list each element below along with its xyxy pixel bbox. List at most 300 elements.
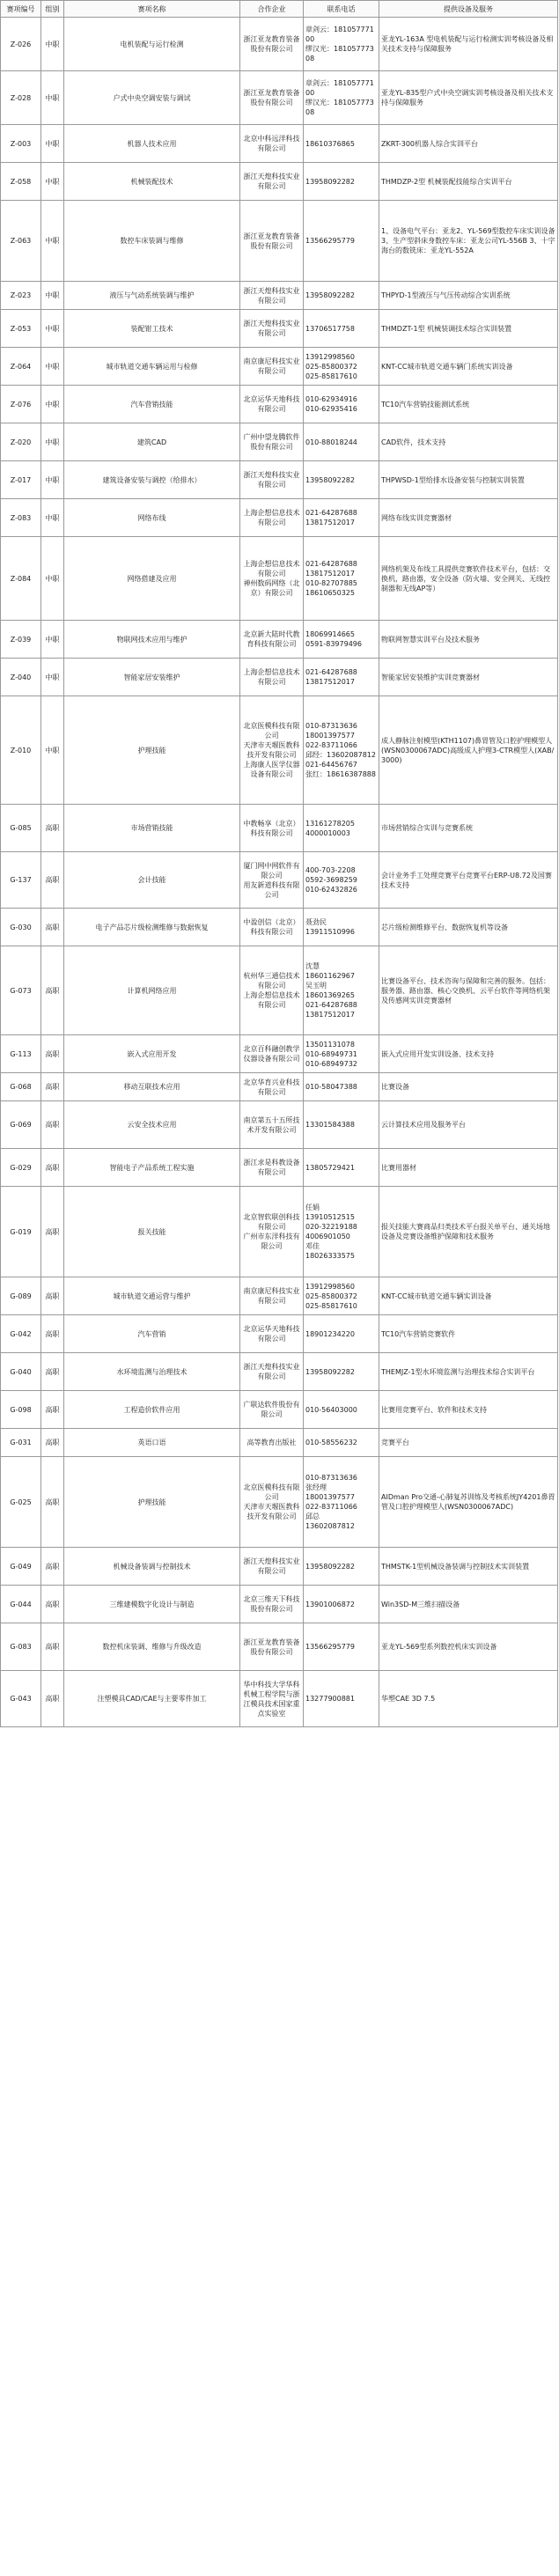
cell-company: [240, 1073, 304, 1101]
cell-id-line: G-069: [10, 1121, 32, 1129]
cell-services-line: THMDZT-1型 机械装调技术综合实训装置: [381, 324, 512, 333]
cell-name: [64, 348, 240, 386]
cell-services-line: THPYD-1型液压与气压传动综合实训系统: [381, 291, 511, 299]
cell-id: [1, 1073, 41, 1101]
cell-company-line: 用友新道科技有限公司: [243, 880, 300, 899]
cell-group: [41, 1429, 64, 1457]
cell-phone-line: 18610376865: [305, 139, 355, 148]
table-row: [1, 696, 558, 805]
cell-company-line: 浙江亚龙教育装备股份有限公司: [243, 232, 300, 250]
cell-company-line: 浙江亚龙教育装备股份有限公司: [243, 1638, 300, 1656]
cell-group: [41, 1353, 64, 1391]
cell-name-line: 注塑模具CAD/CAE与主要零件加工: [97, 1695, 207, 1703]
cell-group-line: 高职: [45, 1643, 60, 1651]
cell-company: [240, 1586, 304, 1623]
cell-group-line: 中职: [45, 746, 60, 754]
cell-phone: [304, 1548, 379, 1586]
cell-company-line: 浙江求是科教设备有限公司: [243, 1159, 300, 1176]
cell-name-line: 护理技能: [137, 1498, 166, 1506]
cell-phone: [304, 1187, 379, 1277]
cell-services: [379, 386, 558, 423]
cell-name: [64, 163, 240, 201]
cell-name-line: 机械设备装调与控制技术: [113, 1562, 191, 1571]
cell-id: [1, 1353, 41, 1391]
cell-phone-line: 010-62934916: [305, 395, 357, 403]
cell-name: [64, 125, 240, 163]
cell-company-line: 广州市东洋科技有限公司: [243, 1233, 300, 1250]
cell-company-line: 浙江天煌科技实业有限公司: [243, 173, 300, 190]
table-row: [1, 909, 558, 946]
cell-phone: [304, 1391, 379, 1429]
cell-company-line: 天津市天堰医教科技开发有限公司: [243, 741, 300, 759]
cell-id: [1, 1429, 41, 1457]
cell-phone-line: 13911510996: [305, 928, 355, 936]
cell-name-line: 液压与气动系统装调与维护: [109, 291, 195, 299]
cell-company-line: 上海企想信息技术有限公司: [243, 560, 300, 578]
cell-company: [240, 1429, 304, 1457]
cell-company: [240, 1315, 304, 1353]
cell-phone: [304, 163, 379, 201]
cell-group-line: 中职: [45, 673, 60, 681]
cell-phone-line: 0591-83979496: [305, 640, 362, 648]
cell-company: [240, 1623, 304, 1671]
cell-name: [64, 621, 240, 659]
cell-services-line: 亚龙YL-163A 型电机装配与运行检测实训考核设备及相关技术支持与保障服务: [381, 35, 554, 53]
cell-name-line: 机械装配技术: [130, 177, 173, 186]
cell-phone-line: 020-32219188: [305, 1223, 357, 1231]
cell-id-line: G-042: [10, 1329, 32, 1338]
cell-phone-line: 4006901050: [305, 1233, 350, 1240]
cell-company-line: 浙江天煌科技实业有限公司: [243, 320, 300, 337]
cell-services-line: 比赛设备: [381, 1083, 409, 1091]
cell-group-line: 中职: [45, 237, 60, 245]
cell-company: [240, 310, 304, 348]
cell-group-line: 高职: [45, 1695, 60, 1703]
cell-phone-line: 025-85800372: [305, 1292, 357, 1300]
cell-id-line: G-049: [10, 1562, 32, 1571]
table-row: [1, 18, 558, 71]
cell-services-line: 智能家居安装维护实训竞赛器材: [381, 673, 480, 681]
cell-phone-line: 邱经：13602087812: [305, 751, 376, 759]
cell-group-line: 中职: [45, 400, 60, 408]
cell-phone: [304, 1277, 379, 1315]
cell-id-line: Z-023: [10, 291, 32, 299]
cell-company-line: 北京医模科技有限公司: [243, 1483, 300, 1501]
cell-id: [1, 621, 41, 659]
cell-company: [240, 348, 304, 386]
cell-phone: [304, 282, 379, 310]
cell-company-line: 浙江天煌科技实业有限公司: [243, 471, 300, 489]
cell-group-line: 中职: [45, 177, 60, 186]
cell-phone-line: 13958092282: [305, 291, 355, 299]
cell-phone: [304, 1429, 379, 1457]
cell-group-line: 高职: [45, 1227, 60, 1236]
cell-company-line: 高等教育出版社: [246, 1439, 297, 1446]
cell-id-line: G-030: [10, 923, 32, 931]
cell-name: [64, 1548, 240, 1586]
cell-services-line: TC10汽车营销竞赛软件: [381, 1329, 456, 1338]
cell-company-line: 上海康人医学仪器设备有限公司: [243, 761, 300, 778]
table-row: [1, 125, 558, 163]
cell-id-line: Z-017: [10, 475, 32, 484]
cell-services: [379, 946, 558, 1035]
cell-phone-line: 021-64287688: [305, 509, 357, 517]
cell-services: [379, 696, 558, 805]
cell-phone-line: 18026333575: [305, 1252, 355, 1260]
cell-company-line: 天津市天堰医教科技开发有限公司: [243, 1503, 300, 1520]
cell-group-line: 中职: [45, 362, 60, 371]
cell-id: [1, 1391, 41, 1429]
cell-services-line: 比赛设备平台、技术咨询与保障和完善的服务。包括：服务器、路由器、核心交换机、云平台软件等网络机架及传感网实训竞赛器材: [381, 976, 550, 1005]
cell-phone-line: 13910512515: [305, 1213, 355, 1221]
cell-name-line: 汽车营销: [137, 1329, 166, 1338]
cell-services-line: 比赛用器材: [381, 1163, 416, 1172]
cell-phone: [304, 852, 379, 909]
cell-phone-line: 13566295779: [305, 1643, 355, 1651]
cell-phone: [304, 696, 379, 805]
cell-services: [379, 659, 558, 696]
cell-phone-line: 张红：18616387888: [305, 770, 376, 778]
cell-phone-line: 010-87313636: [305, 722, 357, 730]
cell-company: [240, 461, 304, 499]
cell-id-line: G-098: [10, 1405, 32, 1414]
cell-services-line: 亚龙YL-835型户式中央空调实训考核设备及相关技术支持与保障服务: [381, 89, 554, 107]
cell-phone-line: 010-58047388: [305, 1083, 357, 1091]
cell-phone-line: 18069914665: [305, 630, 355, 638]
cell-phone-line: 聂劲民: [305, 918, 327, 926]
cell-services: [379, 621, 558, 659]
cell-name-line: 云安全技术应用: [127, 1121, 177, 1129]
cell-company: [240, 852, 304, 909]
cell-name-line: 电机装配与运行检测: [120, 40, 184, 48]
cell-phone-line: 13602087812: [305, 1522, 355, 1530]
cell-group-line: 中职: [45, 513, 60, 522]
cell-company: [240, 499, 304, 537]
cell-id-line: G-029: [10, 1163, 32, 1172]
cell-id: [1, 461, 41, 499]
cell-id-line: Z-040: [10, 673, 32, 681]
cell-name: [64, 310, 240, 348]
cell-phone: [304, 310, 379, 348]
cell-services-line: 竞赛平台: [381, 1439, 409, 1446]
cell-name-line: 建筑CAD: [136, 438, 167, 446]
cell-phone-line: 13817512017: [305, 570, 355, 578]
cell-company-line: 中教畅享（北京）科技有限公司: [243, 819, 300, 837]
cell-company: [240, 1457, 304, 1548]
cell-name-line: 移动互联技术应用: [123, 1083, 180, 1091]
cell-services: [379, 1187, 558, 1277]
cell-id-line: Z-083: [10, 513, 32, 522]
cell-company-line: 上海企想信息技术有限公司: [243, 991, 300, 1009]
cell-phone-line: 010-62432826: [305, 886, 357, 894]
cell-phone: [304, 348, 379, 386]
cell-company: [240, 1187, 304, 1277]
cell-services: [379, 423, 558, 461]
cell-services: [379, 1548, 558, 1586]
table-row: [1, 348, 558, 386]
cell-group-line: 高职: [45, 1439, 60, 1446]
cell-phone-line: 18901234220: [305, 1329, 355, 1338]
cell-services-line: 网络机架及布线工具提供竞赛软件技术平台，包括：交换机，路由器，安全设备（防火墙、安全网关、无线控制器和无线AP等）: [381, 564, 550, 592]
table-header-row: [1, 1, 558, 18]
cell-id-line: Z-053: [10, 324, 32, 333]
cell-phone-line: 025-85817610: [305, 1301, 357, 1310]
cell-phone-line: 缪汉光：18105777308: [305, 99, 374, 116]
cell-company-line: 南京康尼科技实业有限公司: [243, 357, 300, 375]
cell-id-line: G-044: [10, 1600, 32, 1608]
cell-group-line: 高职: [45, 1329, 60, 1338]
cell-group-line: 中职: [45, 291, 60, 299]
cell-company: [240, 1277, 304, 1315]
table-row: [1, 1623, 558, 1671]
cell-name-line: 数控车床装调与维修: [120, 237, 184, 245]
cell-company: [240, 909, 304, 946]
cell-group: [41, 909, 64, 946]
cell-group-line: 高职: [45, 986, 60, 995]
cell-phone-line: 18001397577: [305, 1493, 355, 1501]
cell-id: [1, 852, 41, 909]
cell-services-line: Win3SD-M三维扫描设备: [381, 1600, 460, 1608]
cell-group-line: 中职: [45, 475, 60, 484]
cell-services-line: TC10汽车营销技能测试系统: [381, 400, 470, 408]
cell-phone-line: 章剑云：18105777100: [305, 79, 374, 97]
cell-id: [1, 71, 41, 125]
cell-id-line: G-068: [10, 1083, 32, 1091]
cell-id: [1, 1457, 41, 1548]
cell-company: [240, 1101, 304, 1149]
cell-company-line: 北京智软联创科技有限公司: [243, 1213, 300, 1231]
cell-name: [64, 1457, 240, 1548]
cell-services: [379, 461, 558, 499]
cell-name: [64, 1391, 240, 1429]
cell-services: [379, 1277, 558, 1315]
cell-name-line: 嵌入式应用开发: [127, 1049, 177, 1058]
cell-phone-line: 010-58556232: [305, 1439, 357, 1446]
cell-id-line: Z-039: [10, 635, 32, 644]
cell-services: [379, 163, 558, 201]
cell-name: [64, 1149, 240, 1187]
cell-id-line: G-137: [10, 876, 32, 884]
cell-id-line: G-113: [10, 1049, 32, 1058]
cell-services-line: KNT-CC城市轨道交通车辆实训设备: [381, 1292, 492, 1300]
cell-id: [1, 386, 41, 423]
cell-group: [41, 659, 64, 696]
cell-phone: [304, 537, 379, 621]
cell-group: [41, 1548, 64, 1586]
cell-phone-line: 4000010003: [305, 828, 350, 837]
cell-services-line: 华塑CAE 3D 7.5: [381, 1695, 436, 1703]
cell-company-line: 北京医模科技有限公司: [243, 722, 300, 740]
cell-company-line: 北京中科远洋科技有限公司: [243, 135, 300, 152]
cell-phone-line: 缪汉光：18105777308: [305, 45, 374, 63]
cell-name-line: 英语口语: [137, 1439, 166, 1446]
cell-name: [64, 852, 240, 909]
cell-id: [1, 1187, 41, 1277]
table-row: [1, 163, 558, 201]
cell-name-line: 护理技能: [137, 746, 166, 754]
cell-name: [64, 18, 240, 71]
cell-name-line: 城市轨道交通运营与维护: [113, 1292, 191, 1300]
cell-company-line: 浙江亚龙教育装备股份有限公司: [243, 89, 300, 107]
cell-name-line: 物联网技术应用与维护: [116, 635, 188, 644]
cell-company: [240, 125, 304, 163]
cell-company-line: 上海企想信息技术有限公司: [243, 668, 300, 686]
cell-phone: [304, 201, 379, 282]
cell-group-line: 中职: [45, 324, 60, 333]
table-row: [1, 537, 558, 621]
cell-group: [41, 499, 64, 537]
cell-services: [379, 1457, 558, 1548]
header-company: 合作企业: [240, 1, 304, 18]
cell-services-line: THMDZP-2型 机械装配技能综合实训平台: [381, 177, 512, 186]
cell-services-line: 1、设备电气平台：亚龙2、YL-569型数控车床实训设备3、生产型斜床身数控车床：亚龙公司YL-556B 3、十字海台的数铣床：亚龙YL-552A: [381, 227, 555, 254]
cell-id: [1, 1623, 41, 1671]
cell-services: [379, 1671, 558, 1727]
cell-id-line: G-085: [10, 824, 32, 832]
cell-phone-line: 010-87313636: [305, 1474, 357, 1482]
cell-id-line: G-083: [10, 1643, 32, 1651]
cell-name: [64, 201, 240, 282]
cell-group-line: 高职: [45, 1049, 60, 1058]
cell-group-line: 中职: [45, 438, 60, 446]
cell-phone-line: 021-64287688: [305, 1001, 357, 1009]
cell-group-line: 高职: [45, 1562, 60, 1571]
cell-name-line: 水环境监测与治理技术: [116, 1367, 188, 1376]
cell-phone-line: 18610650325: [305, 589, 355, 597]
cell-name: [64, 537, 240, 621]
cell-name: [64, 71, 240, 125]
cell-name-line: 智能电子产品系统工程实施: [109, 1163, 195, 1172]
cell-company-line: 南京第五十五所技术开发有限公司: [243, 1115, 300, 1134]
cell-group-line: 中职: [45, 635, 60, 644]
cell-phone: [304, 386, 379, 423]
cell-services: [379, 852, 558, 909]
cell-phone: [304, 946, 379, 1035]
cell-group: [41, 163, 64, 201]
cell-company: [240, 18, 304, 71]
cell-services-line: AIDman Pro交通-心肺复苏训练及考核系统JY4201鼻胃管及口腔护理模型人(WSN0300067ADC): [381, 1493, 555, 1511]
cell-services-line: 市场营销综合实训与竞赛系统: [381, 824, 473, 832]
cell-id-line: G-031: [10, 1439, 32, 1446]
cell-name: [64, 1671, 240, 1727]
cell-phone: [304, 1315, 379, 1353]
cell-phone-line: 13706517758: [305, 324, 355, 333]
cell-company-line: 浙江天煌科技实业有限公司: [243, 1557, 300, 1575]
cell-phone-line: 邓佳: [305, 1242, 320, 1250]
cell-company-line: 北京新大陆时代教育科技有限公司: [243, 630, 300, 648]
cell-phone-line: 025-85800372: [305, 362, 357, 371]
cell-phone-line: 13912998560: [305, 352, 355, 361]
cell-name-line: 建筑设备安装与调控（给排水）: [102, 475, 202, 484]
cell-services: [379, 1073, 558, 1101]
cell-group: [41, 423, 64, 461]
cell-company: [240, 805, 304, 852]
cell-phone-line: 13958092282: [305, 475, 355, 484]
cell-group-line: 中职: [45, 93, 60, 102]
cell-name-line: 汽车营销技能: [130, 400, 173, 408]
cell-phone-line: 021-64456767: [305, 761, 357, 769]
table-row: [1, 201, 558, 282]
cell-id: [1, 1149, 41, 1187]
cell-id: [1, 499, 41, 537]
cell-services: [379, 1623, 558, 1671]
cell-id: [1, 282, 41, 310]
cell-id-line: Z-064: [10, 362, 32, 371]
cell-phone-line: 13958092282: [305, 1367, 355, 1376]
cell-id-line: Z-010: [10, 746, 32, 754]
cell-group: [41, 696, 64, 805]
cell-group-line: 中职: [45, 574, 60, 583]
cell-phone-line: 0592-3698259: [305, 876, 357, 884]
cell-company: [240, 659, 304, 696]
cell-id-line: Z-063: [10, 237, 32, 245]
cell-phone-line: 13958092282: [305, 177, 355, 186]
table-row: [1, 499, 558, 537]
cell-id-line: Z-026: [10, 40, 32, 48]
cell-name: [64, 659, 240, 696]
cell-group: [41, 537, 64, 621]
cell-company-line: 北京百科融创教学仪器设备有限公司: [243, 1045, 300, 1063]
cell-company-line: 浙江天煌科技实业有限公司: [243, 1363, 300, 1380]
cell-phone: [304, 1035, 379, 1073]
cell-name: [64, 461, 240, 499]
cell-id: [1, 1671, 41, 1727]
cell-phone: [304, 1073, 379, 1101]
cell-name-line: 计算机网络应用: [127, 986, 177, 995]
cell-services-line: 芯片级检测维修平台、数据恢复机等设备: [381, 923, 508, 931]
cell-name-line: 网络布线: [137, 513, 166, 522]
cell-group: [41, 1073, 64, 1101]
cell-group-line: 高职: [45, 1367, 60, 1376]
cell-group-line: 中职: [45, 139, 60, 148]
cell-group: [41, 805, 64, 852]
cell-company: [240, 1035, 304, 1073]
cell-phone: [304, 1671, 379, 1727]
cell-id: [1, 696, 41, 805]
cell-id-line: Z-076: [10, 400, 32, 408]
cell-services: [379, 537, 558, 621]
cell-group-line: 高职: [45, 1121, 60, 1129]
cell-group: [41, 282, 64, 310]
table-row: [1, 1187, 558, 1277]
cell-group: [41, 348, 64, 386]
table-row: [1, 1391, 558, 1429]
cell-services-line: 会计业务手工处理竞赛平台竞赛平台ERP-U8.72及国赛技术支持: [381, 871, 552, 889]
cell-phone: [304, 1149, 379, 1187]
cell-company: [240, 696, 304, 805]
cell-phone-line: 18001397577: [305, 732, 355, 740]
cell-services-line: 亚龙YL-569型系列数控机床实训设备: [381, 1643, 497, 1651]
cell-name-line: 智能家居安装维护: [123, 673, 180, 681]
cell-id: [1, 1315, 41, 1353]
cell-company: [240, 71, 304, 125]
cell-name: [64, 1623, 240, 1671]
cell-company: [240, 386, 304, 423]
cell-name-line: 三维建模数字化设计与制造: [109, 1600, 195, 1608]
table-row: [1, 805, 558, 852]
cell-company: [240, 537, 304, 621]
cell-company: [240, 1149, 304, 1187]
cell-id-line: Z-058: [10, 177, 32, 186]
cell-group-line: 高职: [45, 876, 60, 884]
cell-name: [64, 1187, 240, 1277]
cell-company: [240, 1671, 304, 1727]
cell-company-line: 杭州华三通信技术有限公司: [243, 972, 300, 990]
cell-group: [41, 71, 64, 125]
cell-services-line: 物联网智慧实训平台及技术服务: [381, 635, 480, 644]
cell-company-line: 广州中望龙腾软件股份有限公司: [243, 433, 300, 451]
cell-id: [1, 537, 41, 621]
